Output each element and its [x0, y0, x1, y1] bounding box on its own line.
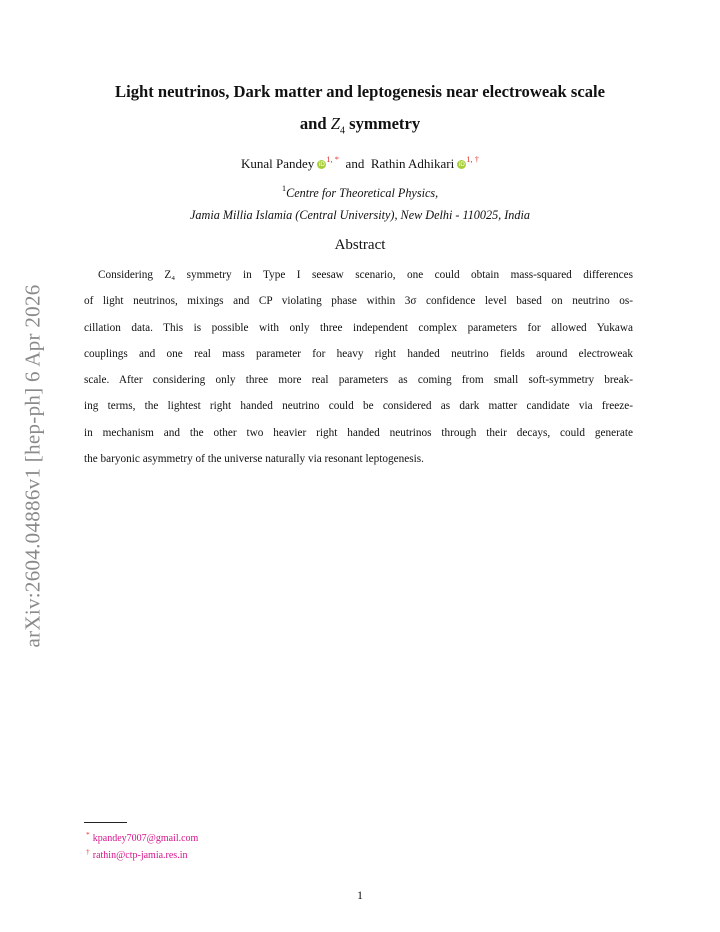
title-line-2-prefix: and: [299, 114, 331, 133]
abstract-line: scale. After considering only three more real parameters as coming from small soft-symmetry break-: [84, 374, 633, 387]
abstract-line: Considering Z₄ symmetry in Type I seesaw scenario, one could obtain mass-squared differences: [98, 269, 633, 281]
abstract-line: cillation data. This is possible with only three independent complex parameters for allowed Yukawa: [84, 321, 633, 334]
title-line-2-suffix: symmetry: [345, 114, 421, 133]
page-number: 1: [357, 888, 363, 902]
abstract-heading: Abstract: [334, 237, 386, 253]
author-list: [60, 154, 660, 172]
footnote-mark: †: [86, 847, 90, 856]
abstract-line: ing terms, the lightest right handed neutrino could be considered as dark matter candidate via freeze-: [84, 400, 633, 413]
title-subscript: 4: [340, 125, 346, 137]
abstract-line: of light neutrinos, mixings and CP violating phase within 3σ confidence level based on neutrino os-: [84, 295, 633, 308]
abstract-body: [84, 262, 633, 472]
orcid-icon[interactable]: iD: [318, 161, 325, 168]
authors-joiner: and: [345, 156, 365, 171]
affiliation-number: 1: [281, 183, 287, 193]
email-link[interactable]: rathin@ctp-jamia.res.in: [92, 850, 188, 861]
title-line-2: [60, 108, 660, 147]
footnote-mark: *: [86, 830, 90, 839]
abstract-line: in mechanism and the other two heavier right handed neutrinos through their decays, could generate: [84, 426, 633, 439]
abstract-line: the baryonic asymmetry of the universe naturally via resonant leptogenesis.: [84, 453, 424, 466]
title-line-1: Light neutrinos, Dark matter and leptogenesis near electroweak scale: [115, 82, 605, 101]
footnote: [86, 830, 198, 844]
footnote-divider: [84, 822, 127, 823]
footnote: [86, 847, 187, 861]
email-link[interactable]: kpandey7007@gmail.com: [92, 833, 199, 844]
title-symbol: Z: [330, 114, 341, 133]
author-name: Rathin Adhikari: [370, 156, 455, 171]
author-name: Kunal Pandey: [241, 156, 315, 171]
orcid-icon[interactable]: iD: [458, 161, 465, 168]
affiliation-line-1: [60, 183, 660, 201]
affiliation-name: Centre for Theoretical Physics,: [286, 186, 439, 200]
arxiv-stamp: arXiv:2604.04886v1 [hep-ph] 6 Apr 2026: [20, 284, 45, 648]
affiliation-line-2: Jamia Millia Islamia (Central University), New Delhi - 110025, India: [190, 208, 530, 222]
author-marks: 1, †: [466, 154, 479, 164]
author-marks: 1, *: [326, 154, 340, 164]
abstract-line: couplings and one real mass parameter for heavy right handed neutrino fields around electroweak: [84, 347, 633, 360]
